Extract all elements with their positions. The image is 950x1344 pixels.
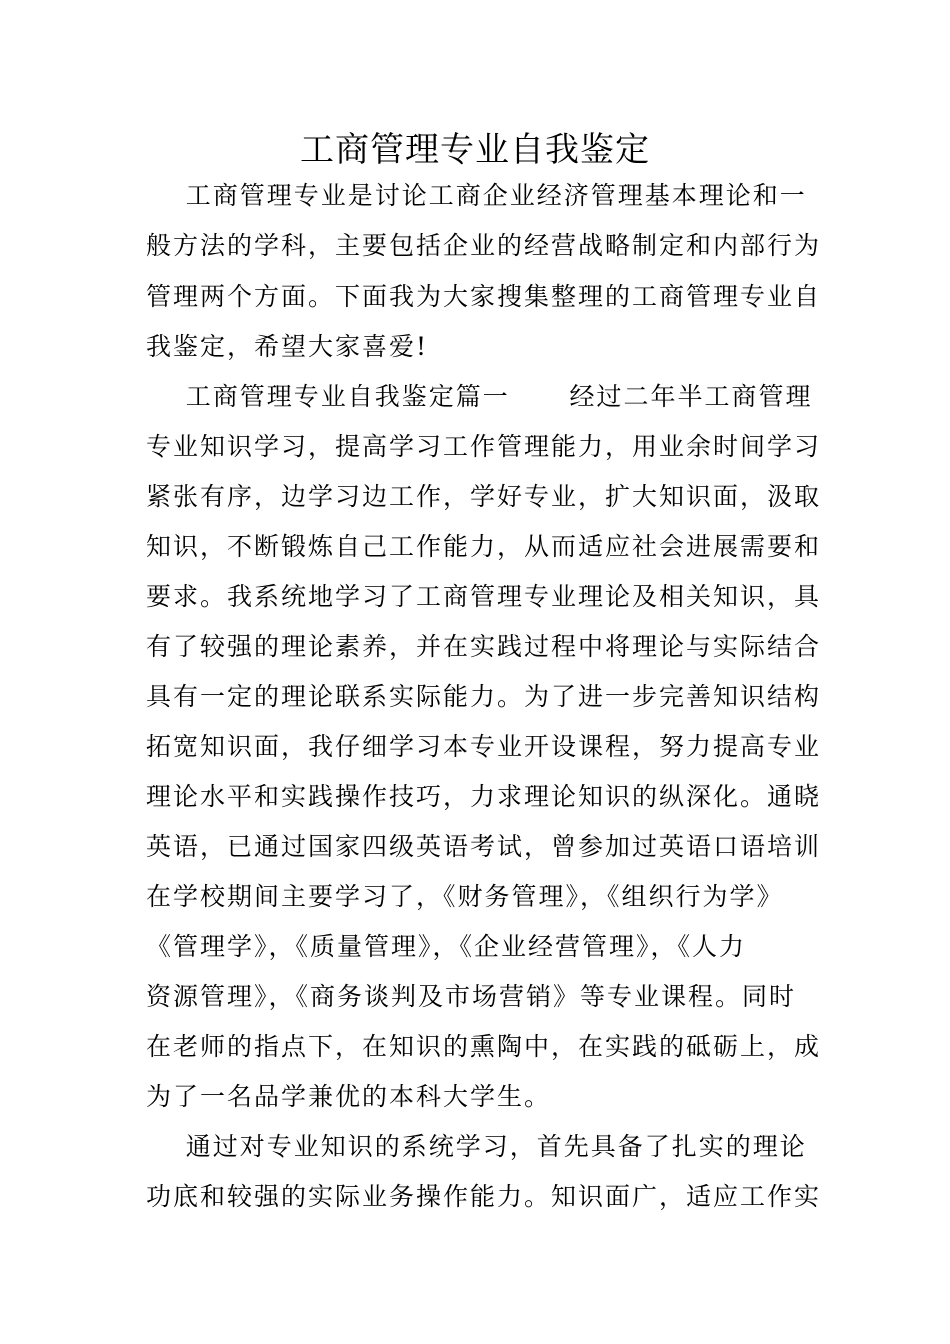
paragraph-line: 工商管理专业自我鉴定篇一 经过二年半工商管理 — [146, 382, 813, 411]
paragraph-line: 管理两个方面。下面我为大家搜集整理的工商管理专业自 — [146, 282, 822, 311]
paragraph-line: 有了较强的理论素养，并在实践过程中将理论与实际结合 — [146, 632, 822, 661]
paragraph-line: 知识，不断锻炼自己工作能力，从而适应社会进展需要和 — [146, 532, 822, 561]
paragraph-line: 为了一名品学兼优的本科大学生。 — [146, 1082, 552, 1111]
paragraph-line: 《管理学》，《质量管理》，《企业经营管理》，《人力 — [146, 932, 747, 961]
document-title: 工商管理专业自我鉴定 — [300, 130, 650, 170]
paragraph-line: 般方法的学科，主要包括企业的经营战略制定和内部行为 — [146, 231, 822, 260]
paragraph-line: 英语，已通过国家四级英语考试，曾参加过英语口语培训 — [146, 832, 822, 861]
paragraph-line: 在学校期间主要学习了，《财务管理》，《组织行为学》 — [146, 882, 784, 911]
paragraph-line: 专业知识学习，提高学习工作管理能力，用业余时间学习 — [146, 432, 822, 461]
paragraph-line: 要求。我系统地学习了工商管理专业理论及相关知识，具 — [146, 582, 822, 611]
paragraph-line: 拓宽知识面，我仔细学习本专业开设课程，努力提高专业 — [146, 732, 822, 761]
paragraph-line: 功底和较强的实际业务操作能力。知识面广，适应工作实 — [146, 1182, 822, 1211]
paragraph-line: 资源管理》，《商务谈判及市场营销》等专业课程。同时 — [146, 982, 797, 1011]
paragraph-line: 工商管理专业是讨论工商企业经济管理基本理论和一 — [146, 181, 807, 210]
paragraph-line: 具有一定的理论联系实际能力。为了进一步完善知识结构 — [146, 682, 822, 711]
paragraph-line: 我鉴定，希望大家喜爱! — [146, 332, 429, 361]
paragraph-line: 通过对专业知识的系统学习，首先具备了扎实的理论 — [146, 1132, 807, 1161]
paragraph-line: 理论水平和实践操作技巧，力求理论知识的纵深化。通晓 — [146, 782, 822, 811]
paragraph-line: 在老师的指点下，在知识的熏陶中，在实践的砥砺上，成 — [146, 1032, 822, 1061]
paragraph-line: 紧张有序，边学习边工作，学好专业，扩大知识面，汲取 — [146, 482, 822, 511]
